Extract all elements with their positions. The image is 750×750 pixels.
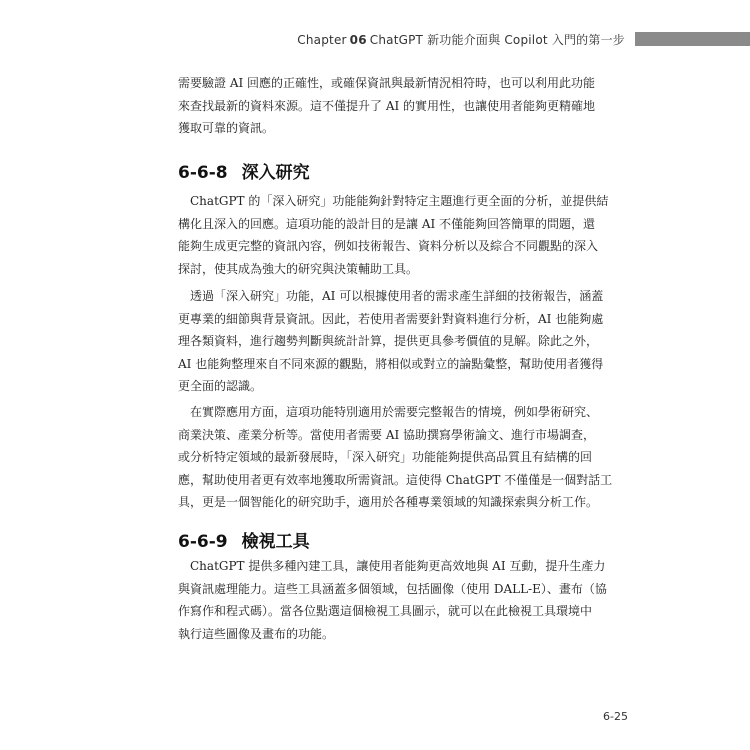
text-line: 在實際應用方面，這項功能特別適用於需要完整報告的情境，例如學術研究、: [190, 405, 599, 419]
text-line: 應，幫助使用者更有效率地獲取所需資訊。這使得 ChatGPT 不僅僅是一個對話工: [178, 472, 613, 487]
text-line: ChatGPT 提供多種內建工具，讓使用者能夠更高效地與 AI 互動，提升生產力: [190, 559, 606, 573]
text-line: 需要驗證 AI 回應的正確性，或確保資訊與最新情況相符時，也可以利用此功能: [178, 76, 596, 90]
text-line: 或分析特定領域的最新發展時，「深入研究」功能能夠提供高品質且有結構的回: [178, 450, 593, 464]
section-number: 6-6-9: [178, 532, 228, 552]
text-line: 更全面的認識。: [178, 379, 263, 393]
section-title: 深入研究: [241, 163, 310, 183]
text-line: 理各類資料，進行趨勢判斷與統計計算，提供更具參考價值的見解。除此之外，: [178, 334, 599, 348]
text-line: 能夠生成更完整的資訊內容，例如技術報告、資料分析以及綜合不同觀點的深入: [178, 239, 599, 253]
text-line: 更專業的細節與背景資訊。因此，若使用者需要針對資料進行分析，AI 也能夠處: [178, 311, 604, 326]
text-line: 作寫作和程式碼）。當各位點選這個檢視工具圖示，就可以在此檢視工具環境中: [178, 604, 593, 618]
text-line: 與資訊處理能力。這些工具涵蓋多個領域，包括圖像（使用 DALL-E）、畫布（協: [178, 581, 607, 596]
text-line: 來查找最新的資料來源。這不僅提升了 AI 的實用性，也讓使用者能夠更精確地: [178, 98, 596, 113]
paragraph-s8-3: [178, 401, 613, 514]
chapter-word: Chapter: [297, 32, 347, 47]
paragraph-s8-1: [178, 190, 609, 280]
text-line: ChatGPT 的「深入研究」功能能夠針對特定主題進行更全面的分析，並提供結: [190, 194, 609, 208]
text-line: 構化且深入的回應。這項功能的設計目的是讓 AI 不僅能夠回答簡單的問題，還: [178, 216, 596, 231]
section-heading-6-6-8: [178, 158, 310, 183]
paragraph-s9-1: [178, 555, 607, 645]
text-line: 商業決策、產業分析等。當使用者需要 AI 協助撰寫學術論文、進行市場調查，: [178, 427, 596, 442]
text-line: 具，更是一個智能化的研究助手，適用於各種專業領域的知識探索與分析工作。: [178, 495, 599, 509]
header-bar: [635, 32, 750, 46]
section-number: 6-6-8: [178, 163, 228, 183]
section-title: 檢視工具: [241, 532, 310, 552]
page-number: 6-25: [603, 710, 628, 723]
header-text: [297, 31, 625, 48]
section-heading-6-6-9: [178, 527, 310, 552]
chapter-number: 06: [349, 32, 367, 47]
paragraph-s8-2: [178, 285, 604, 398]
text-line: 獲取可靠的資訊。: [178, 121, 275, 135]
text-line: 執行這些圖像及畫布的功能。: [178, 626, 335, 641]
paragraph-intro: [178, 72, 598, 140]
text-line: 探討，使其成為強大的研究與決策輔助工具。: [178, 261, 419, 276]
text-line: AI 也能夠整理來自不同來源的觀點，將相似或對立的論點彙整，幫助使用者獲得: [178, 356, 604, 371]
chapter-title: ChatGPT 新功能介面與 Copilot 入門的第一步: [369, 32, 625, 47]
text-line: 透過「深入研究」功能，AI 可以根據使用者的需求產生詳細的技術報告，涵蓋: [190, 289, 604, 303]
running-header: [297, 30, 750, 48]
